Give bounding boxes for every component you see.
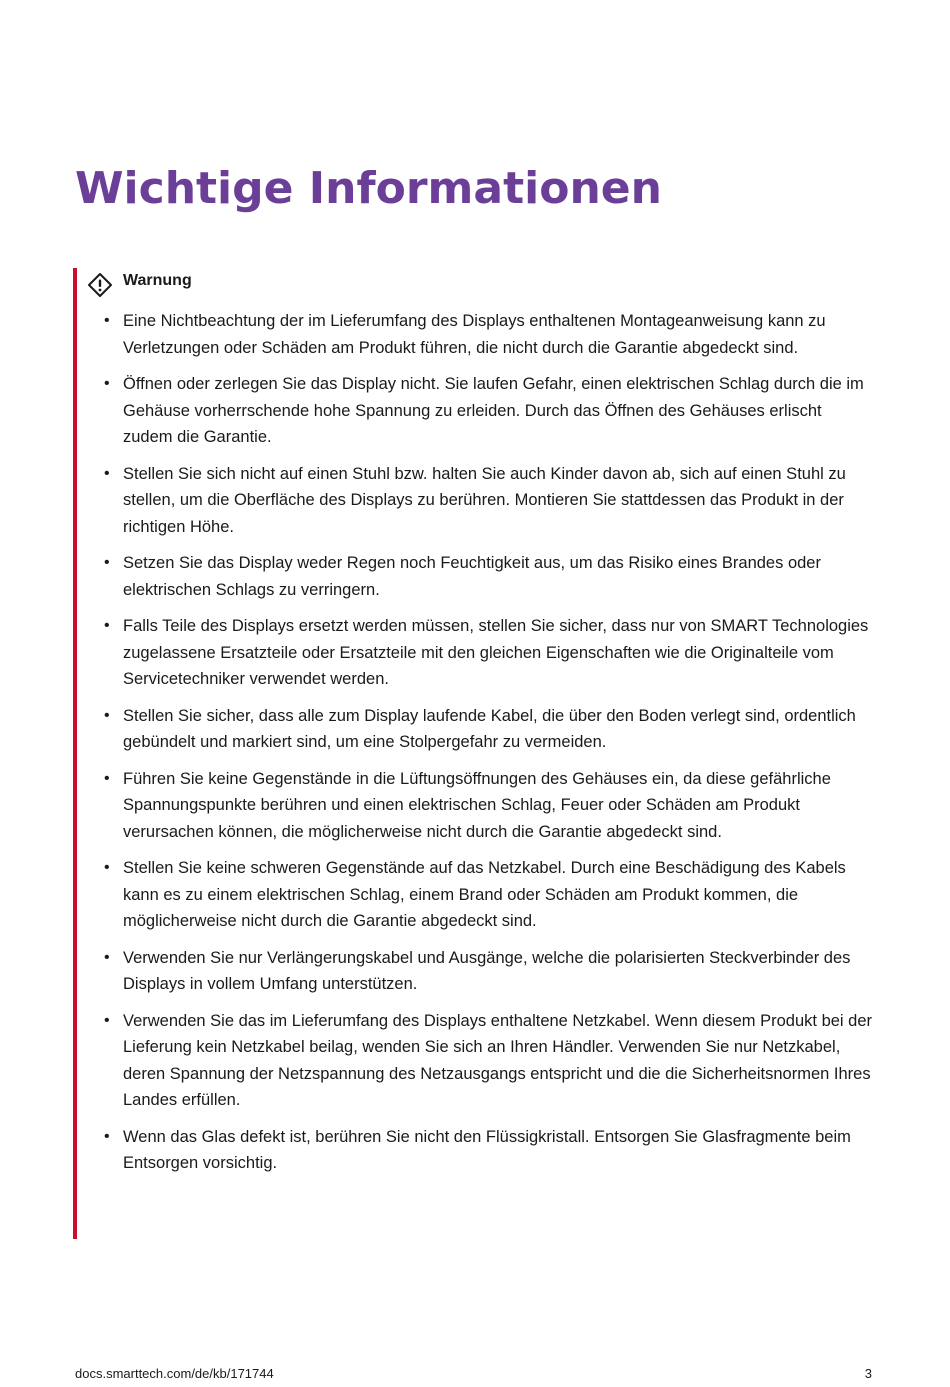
bullet-icon: • — [104, 1011, 110, 1029]
bullet-icon: • — [104, 464, 110, 482]
page-title: Wichtige Informationen — [75, 163, 662, 214]
list-item-text: Verwenden Sie das im Lieferumfang des Displays enthaltene Netzkabel. Wenn diesem Produkt bei der Lieferung kein Netzkabel beilag, wenden Sie sich an Ihren Händler. Verwenden Sie nur Netzkabel, deren Spannung der Netzspannung des Netzausgangs entspricht und die die Sicherheitsnormen Ihres Landes erfüllen. — [123, 1011, 873, 1109]
list-item — [77, 703, 873, 756]
bullet-icon: • — [104, 312, 110, 329]
list-item-text: Falls Teile des Displays ersetzt werden müssen, stellen Sie sicher, dass nur von SMART Technologies zugelassene Ersatzteile oder Ersatzteile mit den gleichen Eigenschaften wie die Originalteile vom Servicetechniker verwendet werden. — [123, 617, 869, 688]
list-item — [77, 308, 873, 361]
warning-diamond-icon — [87, 272, 113, 298]
list-item-text: Stellen Sie keine schweren Gegenstände auf das Netzkabel. Durch eine Beschädigung des Kabels kann es zu einem elektrischen Schlag, einem Brand oder Schäden am Produkt kommen, die möglicherweise nicht durch die Garantie abgedeckt sind. — [123, 859, 846, 930]
list-item-text: Stellen Sie sicher, dass alle zum Display laufende Kabel, die über den Boden verlegt sind, ordentlich gebündelt und markiert sind, um eine Stolpergefahr zu vermeiden. — [123, 706, 856, 751]
page-number: 3 — [864, 1366, 872, 1381]
list-item — [77, 550, 873, 603]
list-item — [77, 461, 873, 541]
list-item — [77, 371, 873, 451]
list-item-text: Führen Sie keine Gegenstände in die Lüftungsöffnungen des Gehäuses ein, da diese gefährliche Spannungspunkte berühren und einen elektrischen Schlag, Feuer oder Schäden am Produkt verursachen können, die möglicherweise nicht durch die Garantie abgedeckt sind. — [123, 769, 831, 841]
bullet-icon: • — [104, 859, 110, 876]
list-item-text: Setzen Sie das Display weder Regen noch Feuchtigkeit aus, um das Risiko eines Brandes oder elektrischen Schlags zu verringern. — [123, 554, 821, 599]
warning-list — [77, 308, 873, 1187]
list-item — [77, 766, 873, 846]
bullet-icon: • — [104, 617, 110, 634]
bullet-icon: • — [104, 706, 110, 724]
list-item-text: Verwenden Sie nur Verlängerungskabel und Ausgänge, welche die polarisierten Steckverbinder des Displays in vollem Umfang unterstützen. — [123, 948, 851, 993]
bullet-icon: • — [104, 948, 110, 966]
footer-link[interactable]: docs.smarttech.com/de/kb/171744 — [75, 1366, 274, 1381]
warning-block — [73, 268, 873, 1239]
bullet-icon: • — [104, 1127, 110, 1145]
list-item-text: Eine Nichtbeachtung der im Lieferumfang des Displays enthaltenen Montageanweisung kann zu Verletzungen oder Schäden am Produkt führen, die nicht durch die Garantie abgedeckt sind. — [123, 312, 826, 357]
warning-header — [87, 270, 113, 300]
list-item — [77, 1008, 873, 1114]
bullet-icon: • — [104, 554, 110, 571]
list-item — [77, 855, 873, 935]
list-item — [77, 1124, 873, 1177]
bullet-icon: • — [104, 769, 110, 787]
warning-label: Warnung — [123, 272, 192, 289]
list-item-text: Stellen Sie sich nicht auf einen Stuhl bzw. halten Sie auch Kinder davon ab, sich auf einen Stuhl zu stellen, um die Oberfläche des Displays zu berühren. Montieren Sie stattdessen das Produkt in der richtigen Höhe. — [123, 464, 846, 536]
list-item-text: Öffnen oder zerlegen Sie das Display nicht. Sie laufen Gefahr, einen elektrischen Schlag durch die im Gehäuse vorherrschende hohe Spannung zu erleiden. Durch das Öffnen des Gehäuses erlischt zudem die Garantie. — [123, 375, 864, 446]
list-item-text: Wenn das Glas defekt ist, berühren Sie nicht den Flüssigkristall. Entsorgen Sie Glasfragmente beim Entsorgen vorsichtig. — [123, 1127, 851, 1172]
list-item — [77, 613, 873, 693]
list-item — [77, 945, 873, 998]
bullet-icon: • — [104, 375, 110, 392]
